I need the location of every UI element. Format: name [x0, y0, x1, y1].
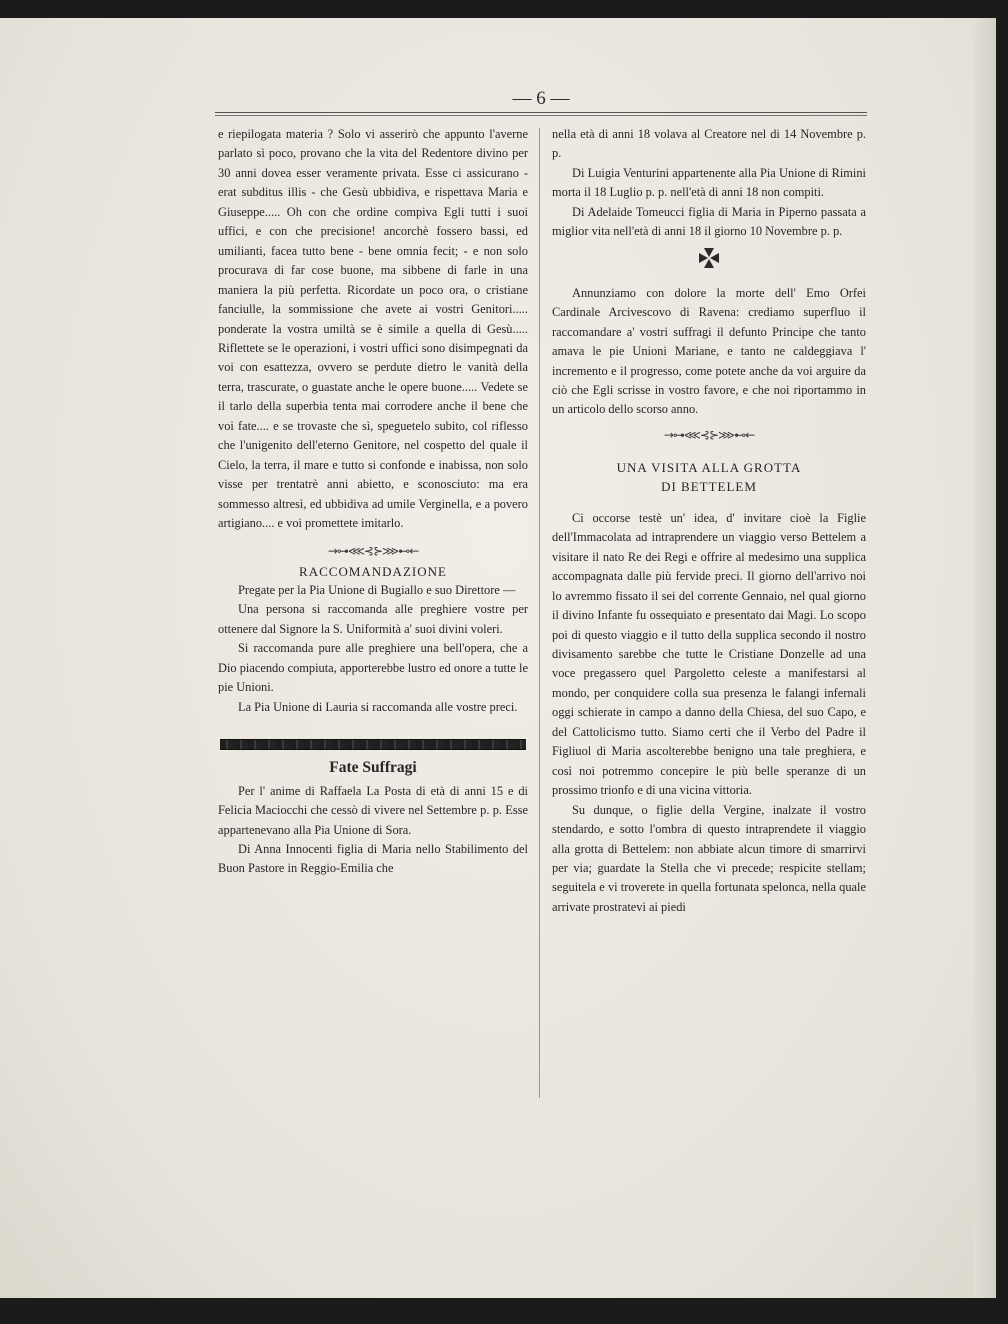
paragraph-uniformita: Una persona si raccomanda alle preghiere vostre per ottenere dal Signore la S. Uniformità a' suoi divini voleri.: [218, 602, 528, 636]
heading-raccomandazione: RACCOMANDAZIONE: [299, 563, 447, 579]
paragraph-creatore: nella età di anni 18 volava al Creatore nel di 14 Novembre p. p.: [552, 127, 866, 161]
column-divider: [539, 128, 540, 1098]
paragraph-bell-opera: Si raccomanda pure alle preghiere una bell'opera, che a Dio piacendo compiuta, apporterebbe lustro ed onore a tutte le pie Unioni.: [218, 641, 528, 695]
paragraph-bugiallo: Pregate per la Pia Unione di Bugiallo e suo Direttore —: [238, 582, 516, 597]
heading-fate-suffragi: Fate Suffragi: [329, 759, 417, 777]
ornament-divider: →⊶⋘⊰⊱⋙⊷←: [327, 543, 419, 558]
ornament-divider-2: →⊶⋘⊰⊱⋙⊷←: [663, 427, 755, 442]
right-column: [552, 125, 866, 917]
paragraph-annuncio: Annunziamo con dolore la morte dell' Emo Orfei Cardinale Arcivescovo di Ravena: crediamo superfluo il raccomandare a' vostri suffragi il defunto Principe che tanto amava le pie Unioni Mariane, e tanto ne caldeggiava l' incremento e il progresso, come potete anche da voi arguire da ciò che Egli scrisse in vostro favore, e che noi riportammo in un articolo dello scorso anno.: [552, 285, 866, 417]
left-column: [218, 125, 528, 879]
header-rule: [215, 112, 867, 116]
paragraph-lauria: La Pia Unione di Lauria si raccomanda alle vostre preci.: [238, 699, 518, 714]
cross-ornament: [552, 246, 866, 276]
paragraph-su-dunque: Su dunque, o figlie della Vergine, inalzate il vostro stendardo, e sotto l'ombra di questo intraprendete il viaggio alla grotta di Bettelem: non abbiate alcun timore di smarrirvi per via; guardate la Stella che vi precede; respicite stellam; seguitela e vi troverete in quella fortunata spelonca, nella quale arrivate prostratevi ai piedi: [552, 802, 866, 914]
page-header: [213, 88, 869, 122]
paragraph-visita: Ci occorse testè un' idea, d' invitare cioè la Figlie dell'Immacolata ad intraprendere un viaggio verso Bettelem a visitare il nato Re dei Regi e offrire al medesimo una supplica accompagnata dalle più fervide preci. Il giorno dell'arrivo noi lo avremmo fissato il sei del corrente Gennaio, nel qual giorno il divino Infante fu ossequiato e presentato dai Magi. Lo scopo poi di questo viaggio e il tutto della supplica secondo il nostro divisamento sarebbe che tutte le Cristiane Donzelle ad una voce pregassero quel Pargoletto celeste a manifestarsi al mondo, per conquidere colla sua presenza le falangi infernali oggi schierate in campo a danno della Chiesa, del suo Capo, e del Cattolicismo tutto. Siamo certi che il Verbo del Padre il Figliuol di Maria ascolterebbe benigno una tale preghiera, e così noi potremmo concepire le più belle speranze di un prossimo trionfo e di una vicina vittoria.: [552, 510, 866, 798]
paragraph-innocenti: Di Anna Innocenti figlia di Maria nello Stabilimento del Buon Pastore in Reggio-Emilia che: [218, 841, 528, 876]
heading-visita-1: UNA VISITA ALLA GROTTA: [616, 459, 802, 475]
page-number: — 6 —: [512, 88, 570, 109]
heading-visita-2: DI BETTELEM: [661, 479, 757, 495]
paragraph-la-posta: Per l' anime di Raffaela La Posta di età di anni 15 e di Felicia Maciocchi che cessò di vivere nel Settembre p. p. Esse appartenevano alla Pia Unione di Sora.: [218, 783, 528, 837]
black-rule: [220, 739, 526, 750]
page-edge: [974, 18, 996, 1298]
paragraph-venturini: Di Luigia Venturini appartenente alla Pia Unione di Rimini morta il 18 Luglio p. p. nell'età di anni 18 non compiti.: [552, 165, 866, 200]
maltese-cross-icon: [697, 246, 721, 270]
paragraph-tomeucci: Di Adelaide Tomeucci figlia di Maria in Piperno passata a miglior vita nell'età di anni 18 il giorno 10 Novembre p. p.: [552, 204, 866, 239]
paragraph-riepilogata: e riepilogata materia ? Solo vi asserirò che appunto l'averne parlato sì poco, provano che la vita del Redentore divino per 30 anni dovea esser veramente privata. Esse ci assicurano - erat subditus illis - che Gesù ubbidiva, e rispettava Maria e Giuseppe..... Oh con che ordine compiva Egli tutti i suoi uffici, e con che precisione! ancorchè fossero bassi, ed umilianti, facea tutto bene - bene omnia fecit; - e non solo procurava di far cose buone, ma sibbene di farle in una maniera la più perfetta. Ricordate un poco ora, o cristiane fanciulle, la sommissione che avete ai vostri Genitori..... ponderate la vostra umiltà se è simile a quella di Gesù..... Riflettete se le operazioni, i vostri uffici sono disimpegnati da voi con esattezza, ovvero se perdute dietro le vanità della terra, trascurate, o guastate anche le opere buone..... Vedete se il tarlo della superbia tenta mai corrodere anche il bene che voi fate.... e se trovaste che sì, speguetelo subito, col riflesso che l'unigenito dell'eterno Genitore, nel cospetto del quale il Cielo, la terra, il mare e tutto si confonde e inabissa, non solo visse per trentatrè anni abietto, e sconosciuto: ma era sommesso altresì, ed ubbidiva ad umile Verginella, e a povero artigiano.... e voi promettete imitarlo.: [218, 127, 528, 531]
